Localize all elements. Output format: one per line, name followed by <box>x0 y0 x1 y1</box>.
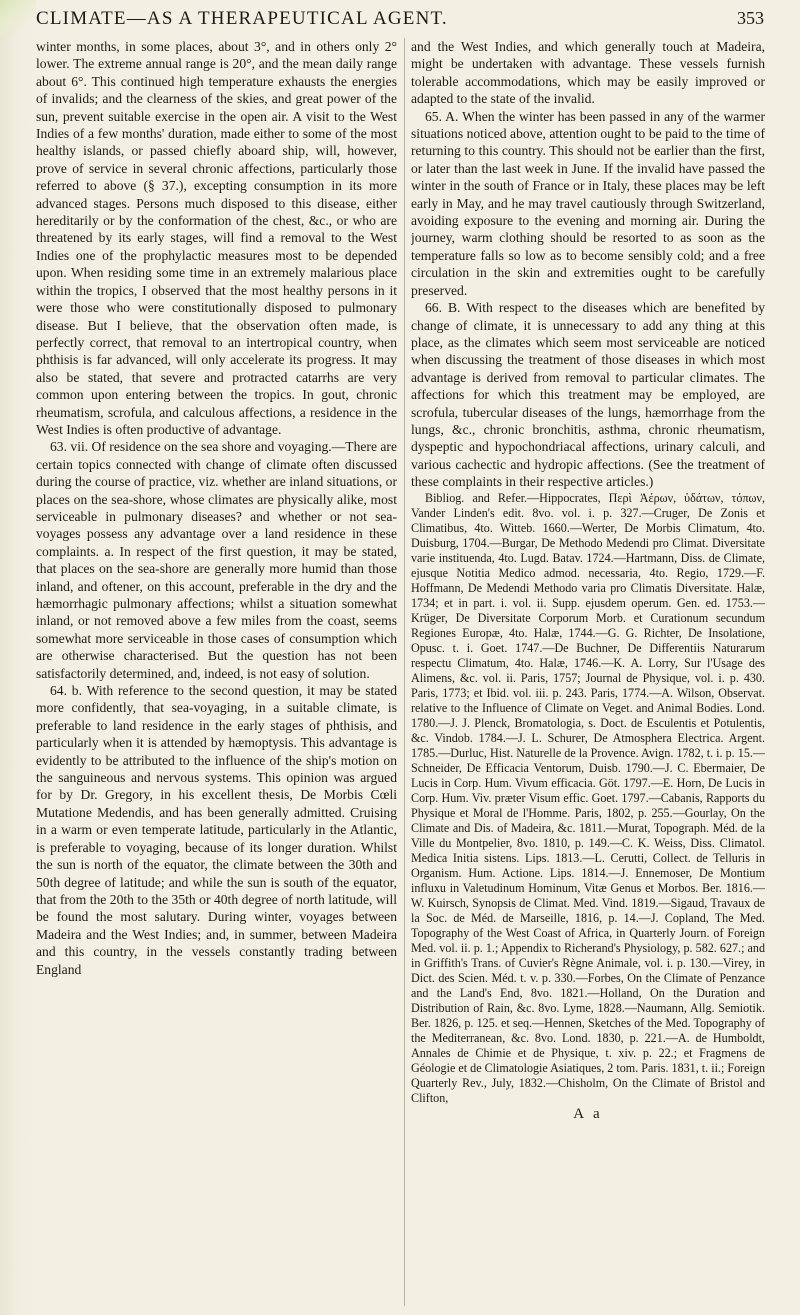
right-paragraph-3: 66. B. With respect to the diseases which are benefited by change of climate, it is unnecessary to add any thing at this place, as the climates which seem most serviceable are noticed when discussing the treatment of those diseases in which most advantage is derived from removal to particular climates. The affections for which this treatment may be employed, are scrofula, tubercular diseases of the lungs, hæmorrhage from the lungs, &c., chronic bronchitis, asthma, chronic rheumatism, dyspeptic and hypochondriacal affections, urinary calculi, and various cachectic and hydropic affections. (See the treatment of these complaints in their respective articles.) <box>411 300 765 490</box>
page-number: 353 <box>737 8 764 28</box>
page-edge <box>0 0 28 1315</box>
page-header <box>36 8 764 34</box>
left-paragraph-1: winter months, in some places, about 3°, and in others only 2° lower. The extreme annual range is 20°, and the mean daily range about 6°. This continued high temperature exhausts the energies of invalids; and the clearness of the skies, and great power of the sun, prevent suitable exercise in the open air. A visit to the West Indies of a few months' duration, made either to some of the most healthy islands, or passed chiefly aboard ship, will, however, prove of service in several chronic affections, particularly those referred to above (§ 37.), excepting consumption in its more advanced stages. Persons much disposed to this disease, either hereditarily or by the conformation of the chest, &c., or who are threatened by its early stages, will find a removal to the West Indies one of the prophylactic measures most to be depended upon. When residing some time in an extremely malarious place within the tropics, I observed that the most healthy persons in it were those who were constitutionally disposed to pulmonary disease. But I believe, that the observation often made, is perfectly correct, that removal to an intertropical country, when phthisis is far advanced, will only accelerate its progress. It may also be stated, that severe and protracted catarrhs are very common upon entering between the tropics. In gout, chronic rheumatism, scrofula, and calculous affections, a residence in the West Indies is often productive of advantage. <box>36 39 397 437</box>
signature-mark: A a <box>573 1105 603 1122</box>
running-head: CLIMATE—AS A THERAPEUTICAL AGENT. <box>36 8 448 29</box>
right-column <box>411 38 765 1306</box>
column-rule <box>404 38 405 1306</box>
left-column <box>36 38 397 1306</box>
bibliography: Bibliog. and Refer.—Hippocrates, Περὶ Ἀέρων, ὑδάτων, τόπων, Vander Linden's edit. 8vo. vol. i. p. 327.—Cruger, De Zonis et Climatibus, 4to. Witteb. 1660.—Werter, De Morbis Climatum, 4to. Duisburg, 1704.—Burgar, De Methodo Medendi pro Climat. Diversitate varie instituenda, 4to. Lugd. Batav. 1724.—Hartmann, Diss. de Climate, ejusque Notitia Medico admod. necessaria, 4to. Regio, 1729.—F. Hoffmann, De Medendi Methodo varia pro Climatis Diversitate. Halæ, 1734; et in part. i. vol. ii. Supp. ejusdem operum. Gen. ed. 1753.—Krüger, De Diversitate Corporum Morb. et Curationum secundum Regiones Europæ, 4to. Halæ, 1744.—G. G. Richter, De Insolatione, Opusc. t. i. Goet. 1747.—De Buchner, De Differentiis Naturarum respectu Climatum, 4to. Halæ, 1746.—K. A. Lorry, Sur l'Usage des Alimens, &c. vol. ii. Paris, 1757; Journal de Physique, vol. i. p. 430. Paris, 1773; et Ibid. vol. iii. p. 243. Paris, 1774.—A. Wilson, Observat. relative to the Influence of Climate on Veget. and Animal Bodies. Lond. 1780.—J. J. Plenck, Bromatologia, s. Doct. de Esculentis et Potulentis, &c. Vindob. 1784.—J. L. Schurer, De Atmosphera Electrica. Argent. 1785.—Durluc, Hist. Naturelle de la Provence. Avign. 1782, t. i. p. 15.—Schneider, De Efficacia Ventorum, Duisb. 1790.—J. C. Ebermaier, De Lucis in Corp. Hum. Vivum efficacia. Göt. 1797.—E. Horn, De Lucis in Corp. Hum. Viv. præter Visum effic. Goet. 1797.—Cabanis, Rapports du Physique et Moral de l'Homme. Paris, 1802, p. 255.—Gourlay, On the Climate and Dis. of Madeira, &c. 1811.—Murat, Topograph. Méd. de la Ville du Montpelier, 8vo. 1810, p. 149.—C. K. Weiss, Diss. Climatol. Medica Initia sistens. Lips. 1813.—L. Cerutti, Collect. de Telluris in Organism. Hum. Actione. Lips. 1814.—J. Ennemoser, De Montium influxu in Valetudinum Hominum, Vitæ Genus et Morbos. Ber. 1816.—W. Kuirsch, Synopsis de Climat. Med. Vind. 1819.—Sigaud, Travaux de la Soc. de Méd. de Marseille, 1816, p. 14.—J. Copland, The Med. Topography of the West Coast of Africa, in Quarterly Journ. of Foreign Med. vol. ii. p. 1.; Appendix to Richerand's Physiology, p. 582. 627.; and in Griffith's Trans. of Cuvier's Règne Animale, vol. i. p. 130.—Virey, in Dict. des Scien. Méd. t. v. p. 330.—Forbes, On the Climate of Penzance and the Land's End, 8vo. 1821.—Holland, On the Duration and Distribution of Rain, &c. 8vo. Lyme, 1828.—Naumann, Allg. Semiotik. Ber. 1826, p. 125. et seq.—Hennen, Sketches of the Med. Topography of the Mediterranean, &c. 8vo. Lond. 1830, p. 221.—A. de Humboldt, Annales de Chimie et de Physique, t. xiv. p. 22.; et Fragmens de Géologie et de Climatologie Asiatiques, 2 tom. Paris. 1831, t. ii.; Foreign Quarterly Rev., July, 1832.—Chisholm, On the Climate of Bristol and Clifton, <box>411 490 765 1105</box>
left-paragraph-2: 63. vii. Of residence on the sea shore and voyaging.—There are certain topics connected with change of climate often discussed during the course of practice, viz. whether are inland situations, or places on the sea-shore, whose climates are physically alike, most serviceable in pulmonary diseases? and whether or not sea-voyages possess any advantage over a land residence in these complaints. a. In respect of the first question, it may be stated, that places on the sea-shore are generally more humid than those inland, and oftener, on this account, preferable in the dry and the hæmorrhagic pulmonary affections; whilst a situation somewhat inland, or not removed above a few miles from the coast, seems somewhat more serviceable in those cases of consumption which are otherwise characterised. But the question has not been satisfactorily determined, and, indeed, is not easy of solution. <box>36 439 397 681</box>
left-paragraph-3: 64. b. With reference to the second question, it may be stated more confidently, that sea-voyaging, in a suitable climate, is preferable to land residence in the early stages of phthisis, and particularly when it is attended by hæmoptysis. This advantage is evidently to be attributed to the influence of the ship's motion on the sanguineous and nervous systems. This opinion was argued for by Dr. Gregory, in his excellent thesis, De Morbis Cœli Mutatione Medendis, and has been generally admitted. Cruising in a warm or even temperate latitude, particularly in the Atlantic, is preferable to voyaging, because of its longer duration. Whilst the sun is north of the equator, the climate between the 30th and 50th degree of latitude; and while the sun is south of the equator, that from the 20th to the 35th or 40th degree of north latitude, will be found the most salutary. During winter, voyages between Madeira and the West Indies; and, in summer, between Madeira and this country, in the vessels constantly trading between England <box>36 683 397 977</box>
right-paragraph-2: 65. A. When the winter has been passed in any of the warmer situations noticed above, attention ought to be paid to the time of returning to this country. This should not be earlier than the first, or later than the last week in June. If the invalid have passed the winter in the south of France or in Italy, these places may be left early in May, and he may travel cautiously through Switzerland, avoiding exposure to the evening and morning air. During the journey, warm clothing should be resorted to as soon as the temperature falls so low as to become sensibly cold; and a free circulation in the skin and extremities ought to be carefully preserved. <box>411 108 765 298</box>
right-paragraph-1: and the West Indies, and which generally touch at Madeira, might be undertaken with advantage. These vessels furnish tolerable accommodations, which may be easily improved or adapted to the state of the invalid. <box>411 39 765 107</box>
page-corner-tint <box>0 0 36 36</box>
